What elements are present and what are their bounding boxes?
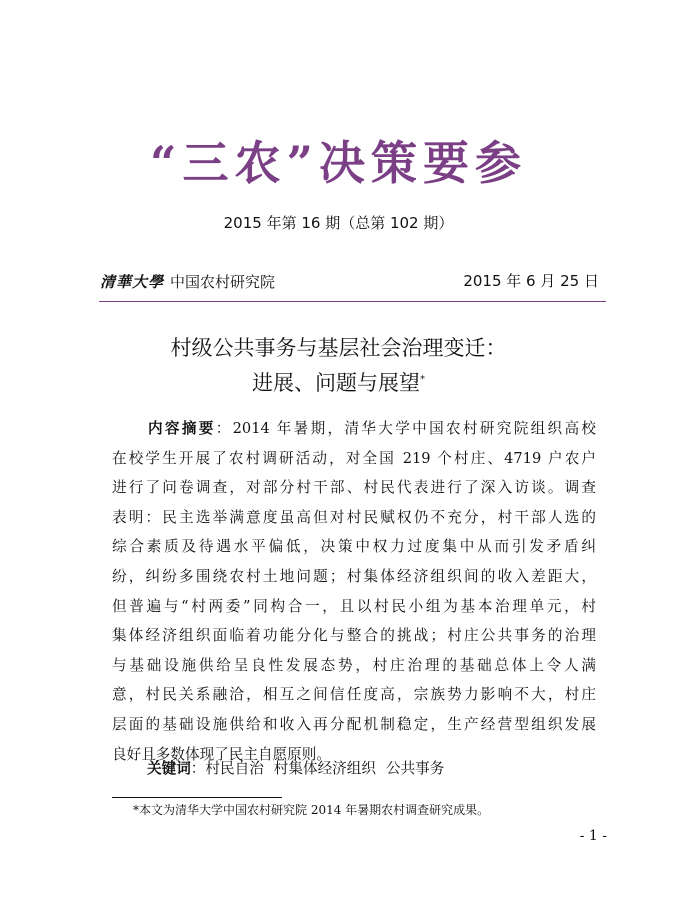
abstract-line: 在校学生开展了农村调研活动，对全国 219 个村庄、4719 户农户 — [112, 449, 596, 467]
keywords — [147, 758, 454, 780]
publication-date: 2015 年 6 月 25 日 — [463, 272, 599, 290]
abstract-line: 良好且多数体现了民主自愿原则。 — [112, 745, 331, 763]
keywords-separator: ： — [190, 760, 206, 777]
page-number: - 1 - — [579, 828, 607, 844]
institute-header — [100, 268, 275, 294]
abstract-line: 纷，纠纷多围绕农村土地问题；村集体经济组织间的收入差距大， — [112, 567, 596, 585]
abstract-line: 但普遍与“村两委”同构合一，且以村民小组为基本治理单元，村 — [112, 597, 596, 615]
footnote-divider — [112, 797, 282, 798]
title-footnote-mark: * — [420, 374, 425, 385]
abstract-line — [112, 414, 596, 444]
abstract-line: 意，村民关系融洽，相互之间信任度高，宗族势力影响不大，村庄 — [112, 686, 596, 704]
abstract-line: 与基础设施供给呈良性发展态势，村庄治理的基础总体上令人满 — [112, 656, 596, 674]
abstract-line: 进行了问卷调查，对部分村干部、村民代表进行了深入访谈。调查 — [112, 479, 596, 497]
header-divider — [99, 301, 606, 302]
keywords-label: 关键词 — [147, 760, 191, 777]
title-line-1: 村级公共事务与基层社会治理变迁： — [170, 336, 507, 360]
abstract-line: 层面的基础设施供给和收入再分配机制稳定，生产经营型组织发展 — [112, 715, 596, 733]
abstract-line: 表明：民主选举满意度虽高但对村民赋权仍不充分，村干部人选的 — [112, 508, 596, 526]
university-seal-logo: 清華大學 — [100, 272, 165, 291]
abstract-line: 综合素质及待遇水平偏低，决策中权力过度集中从而引发矛盾纠 — [112, 538, 596, 556]
article-title — [0, 332, 677, 399]
institute-name: 中国农村研究院 — [170, 272, 276, 291]
footnote: *本文为清华大学中国农村研究院 2014 年暑期农村调查研究成果。 — [133, 803, 490, 817]
title-line-2-text: 进展、问题与展望 — [252, 371, 420, 395]
abstract — [112, 414, 596, 769]
keyword: 公共事务 — [385, 760, 445, 777]
abstract-line-text: ：2014 年暑期，清华大学中国农村研究院组织高校 — [215, 420, 596, 437]
title-line-2 — [0, 364, 677, 399]
keyword: 村集体经济组织 — [273, 760, 376, 777]
abstract-line: 集体经济组织面临着功能分化与整合的挑战；村庄公共事务的治理 — [112, 627, 596, 645]
issue-number: 2015 年第 16 期（总第 102 期） — [223, 214, 454, 232]
abstract-label: 内容摘要 — [148, 420, 216, 437]
masthead-title: “三农”决策要参 — [150, 136, 527, 190]
keyword: 村民自治 — [205, 760, 264, 777]
